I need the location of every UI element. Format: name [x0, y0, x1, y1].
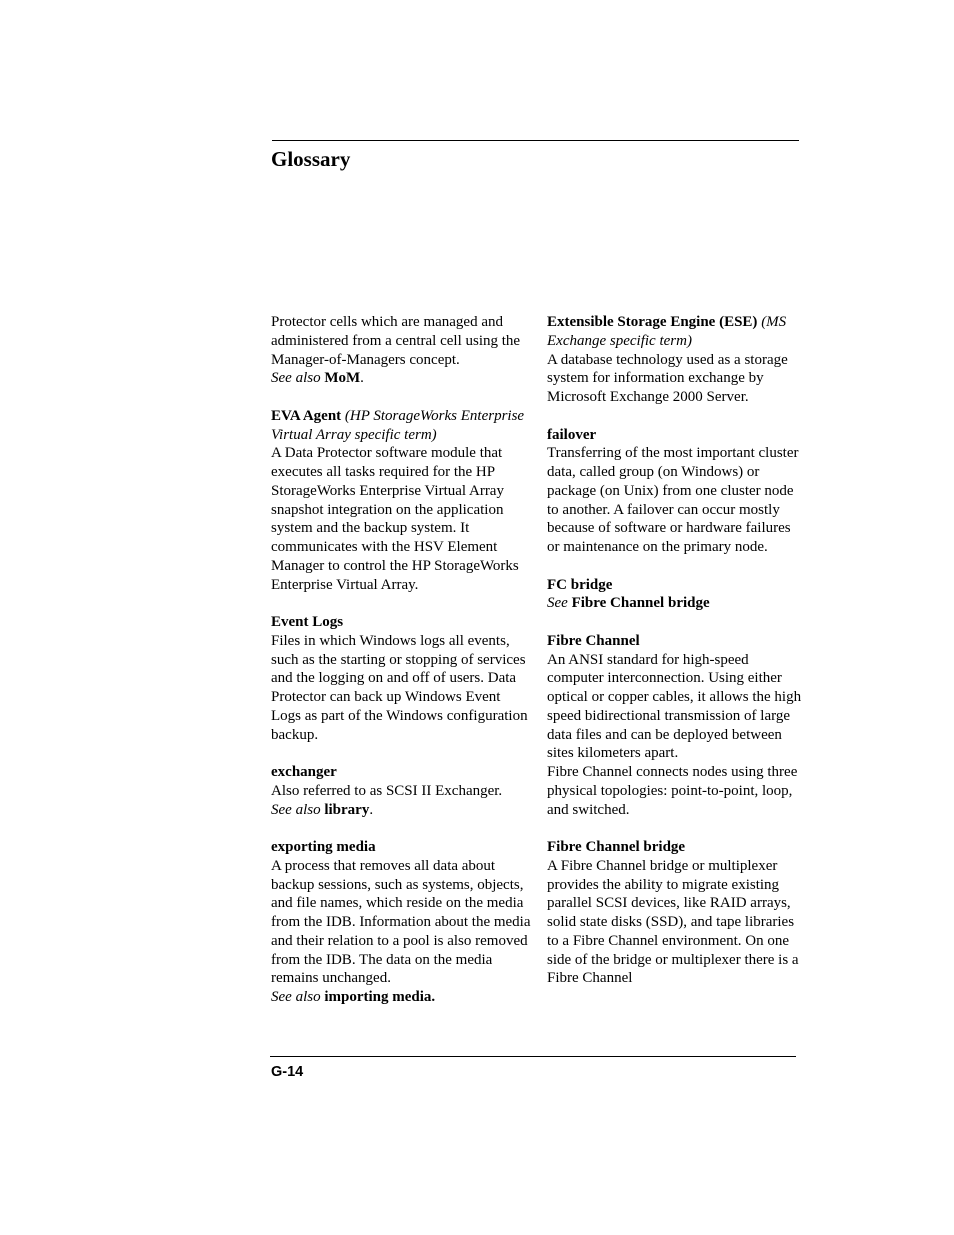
definition-text: A Data Protector software module that executes all tasks required for the HP StorageWorks Enterprise Virtual Array snapshot integration on the application system and the backup system. It communicates with the HSV Element Manager to control the HP StorageWorks Enterprise Virtual Array.	[271, 445, 519, 593]
page-title: Glossary	[271, 147, 351, 171]
glossary-entry-fc-bridge	[547, 576, 802, 614]
footer-rule	[270, 1056, 796, 1057]
glossary-entry-fibre-channel	[547, 632, 802, 820]
glossary-entry-continuation	[271, 313, 531, 388]
see-also-label: See also	[271, 370, 321, 387]
glossary-entry-ese	[547, 313, 802, 407]
definition-text: A process that removes all data about backup sessions, such as systems, objects, and file names, which reside on the media from the IDB. Information about the media and their relation to a pool is also removed from the IDB. The data on the media remains unchanged.	[271, 857, 531, 987]
right-column	[547, 313, 802, 1007]
term-heading: Event Logs	[271, 614, 344, 630]
term-heading: FC bridge	[547, 576, 613, 593]
glossary-entry-fibre-channel-bridge	[547, 838, 802, 988]
glossary-entry-exporting-media	[271, 838, 531, 1007]
definition-text: Transferring of the most important cluster data, called group (on Windows) or package (on Unix) from one cluster node to another. A failover can occur mostly because of software or hardware failures or maintenance on the primary node.	[547, 445, 799, 555]
page-number: G-14	[271, 1064, 304, 1080]
definition-text: Fibre Channel connects nodes using three physical topologies: point-to-point, loop, and switched.	[547, 764, 798, 818]
see-also-label: See also	[271, 801, 321, 818]
term-heading: failover	[547, 426, 597, 443]
term-heading: Fibre Channel	[547, 632, 640, 649]
term-heading: Fibre Channel bridge	[547, 839, 686, 855]
cross-reference-mom[interactable]: MoM	[324, 370, 361, 387]
term-heading: exporting media	[271, 839, 376, 855]
see-also-label: See also	[271, 989, 321, 1005]
definition-text: Protector cells which are managed and administered from a central cell using the Manager-of-Managers concept.	[271, 314, 521, 368]
term-qualifier: (HP StorageWorks Enterprise Virtual Array specific term)	[271, 407, 525, 443]
glossary-entry-event-logs	[271, 613, 531, 744]
definition-text: A database technology used as a storage system for information exchange by Microsoft Exchange 2000 Server.	[547, 351, 788, 405]
header-rule	[272, 140, 799, 141]
term-qualifier: (MS Exchange specific term)	[547, 314, 787, 349]
definition-text: An ANSI standard for high-speed computer interconnection. Using either optical or copper cables, it allows the high speed bidirectional transmission of large data files and can be deployed between sites kilometers apart.	[547, 651, 802, 762]
punctuation: .	[360, 370, 364, 387]
see-label: See	[547, 595, 568, 612]
glossary-entry-eva-agent	[271, 407, 531, 595]
term-heading: Extensible Storage Engine (ESE)	[547, 314, 758, 330]
cross-reference-importing-media[interactable]: importing media.	[324, 989, 436, 1005]
definition-text: Files in which Windows logs all events, such as the starting or stopping of services and the logging on and off of users. Data Protector can back up Windows Event Logs as part of the Windows configuration backup.	[271, 632, 528, 743]
glossary-entry-failover	[547, 426, 802, 557]
definition-text: Also referred to as SCSI II Exchanger.	[271, 782, 503, 799]
cross-reference-fibre-channel-bridge[interactable]: Fibre Channel bridge	[571, 595, 710, 612]
definition-text: A Fibre Channel bridge or multiplexer provides the ability to migrate existing parallel SCSI devices, like RAID arrays, solid state disks (SSD), and tape libraries to a Fibre Channel environment. On one side of the bridge or multiplexer there is a Fibre Channel	[547, 857, 799, 987]
left-column	[271, 313, 531, 1026]
punctuation: .	[369, 801, 374, 818]
cross-reference-library[interactable]: library	[324, 801, 370, 818]
glossary-entry-exchanger	[271, 763, 531, 819]
term-heading: exchanger	[271, 764, 337, 780]
term-heading: EVA Agent	[271, 407, 342, 424]
